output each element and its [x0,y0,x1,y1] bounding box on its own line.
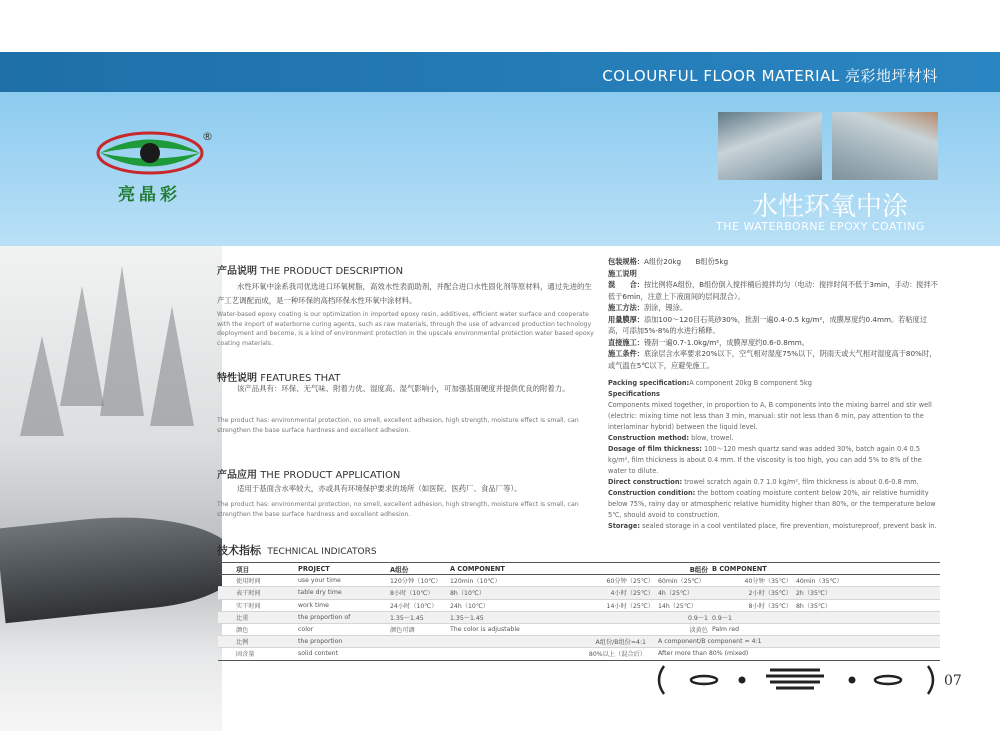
features-body-zh: 该产品具有：环保、无气味、附着力优、湿度高、湿气影响小，可加强基面硬度并提供优良的附着力。 [237,384,570,393]
page-number: 07 [944,673,962,689]
description-body-zh: 水性环氧中涂系我司优选进口环氧树脂，高效水性表面助剂，并配合进口水性固化剂等原材料，通过先进的生产工艺调配而成，是一种环保的高档环保水性环氧中涂材料。 [217,282,592,305]
table-row: 使用时间 use your time 120分钟（10℃） 120min（10℃） 60分钟（25℃） 60min（25℃） 40分钟（35℃） 40min（35℃） [218,575,940,587]
technical-title: 技术指标 TECHNICAL INDICATORS [217,544,377,557]
band-title: COLOURFUL FLOOR MATERIAL 亮彩地坪材料 [602,67,938,85]
product-title-en: THE WATERBORNE EPOXY COATING [716,220,925,233]
table-row: 比重 the proportion of 1.35～1.45 1.35～1.45 0.9～1 0.9～1 [218,611,940,623]
application-photo-1 [718,112,822,180]
description-body-en: Water-based epoxy coating is our optimization in imported epoxy resin, additives, efficient water surface and cooperate with the import of waterborne curing agents, such as raw materials, through the use of advanced production technology deployment and become, is a kind of environment protection in the upscale environmental protection water based epoxy coating materials. [217,311,594,347]
product-title-zh: 水性环氧中涂 [752,192,909,222]
technical-table [218,562,940,661]
table-row: 颜色 color 颜色可调 The color is adjustable 淡黄色 Palm red [218,623,940,635]
features-title: 特性说明 FEATURES THAT [217,373,341,384]
table-row: 固含量 solid content 80%以上（混合后） After more than 80% (mixed) [218,648,940,660]
features-body-en: The product has: environmental protection, no smell, excellent adhesion, high strength, moisture effect is small, can strengthen the base surface hardness and excellent adhesion. [217,417,579,434]
application-body-zh: 适用于基面含水率较大，亦或具有环境保护要求的场所（如医院、医药厂、食品厂等）。 [237,484,522,493]
application-body-en: The product has: environmental protection, no smell, excellent adhesion, high strength, moisture effect is small, can strengthen the base surface hardness and excellent adhesion. [217,501,579,518]
application-title: 产品应用 THE PRODUCT APPLICATION [217,470,401,481]
description-title: 产品说明 THE PRODUCT DESCRIPTION [217,266,404,277]
construction-en: Packing specification:A component 20kg B component 5kg Specifications Components mixed together, in proportion to A, B components into the mixing barrel and stir well (electric: mixing time not less than 3 min, manual: stir not less than 6 min, pay attention to the interlaminar hybrid) between the liquid level. Construction method: blow, trowel. Dosage of film thickness: 100～120 mesh quartz sand was added 30%, batch again 0.4 0.5 kg/m², film thickness is about 0.4 mm. If the viscosity is too high, you can add 5% to 8% of the water to dilute. Direct construction: trowel scratch again 0.7 1.0 kg/m², film thickness is about 0.6-0.8 mm. Construction condition: the bottom coating moisture content below 20%, air relative humidity below 75%, rainy day or atmospheric relative humidity higher than 80%, or the temperature below 5℃, should avoid to construction. Storage: sealed storage in a cool ventilated place, fire prevention, moistureproof, prevent bask in. [608,379,937,530]
decorative-ornament-icon [652,662,942,698]
snow-landscape-image [0,246,222,731]
application-photo-2 [832,112,938,180]
brand-text: 亮晶彩 [118,185,181,205]
table-header-row: 项目 PROJECT A组份 A COMPONENT B组份 B COMPONENT [218,563,940,575]
brand-logo-icon [96,128,204,178]
table-row: 比例 the proportion A组份/B组份=4:1 A component/B component = 4:1 [218,636,940,648]
table-row: 表干时间 table dry time 8小时（10℃） 8h（10℃） 4小时（25℃） 4h（25℃） 2小时（35℃） 2h（35℃） [218,587,940,599]
construction-zh: 包装规格：A组份20kg B组份5kg 施工说明 混 合：按比例将A组份，B组份倒入搅拌桶后搅拌均匀（电动：搅拌时间不低于3min，手动：搅拌不低于6min，注意上下液面间的层间混合）。 施工方法：刮涂，镘涂。 用量膜厚：添加100～120目石英砂30%，批刮一遍0.4-0.5 kg/m²，成膜厚度约0.4mm。若粘度过高，可添加5%-8%的水进行稀释。 直接施工：镘刮一遍0.7-1.0kg/m²，成膜厚度约0.6-0.8mm。 施工条件：底涂层含水率要求20%以下，空气相对湿度75%以下，阴雨天或大气相对湿度高于80%时，或气温在5℃以下，应避免施工。 [608,257,938,370]
registered-mark: ® [202,130,213,143]
table-row: 实干时间 work time 24小时（10℃） 24h（10℃） 14小时（25℃） 14h（25℃） 8小时（35℃） 8h（35℃） [218,599,940,611]
